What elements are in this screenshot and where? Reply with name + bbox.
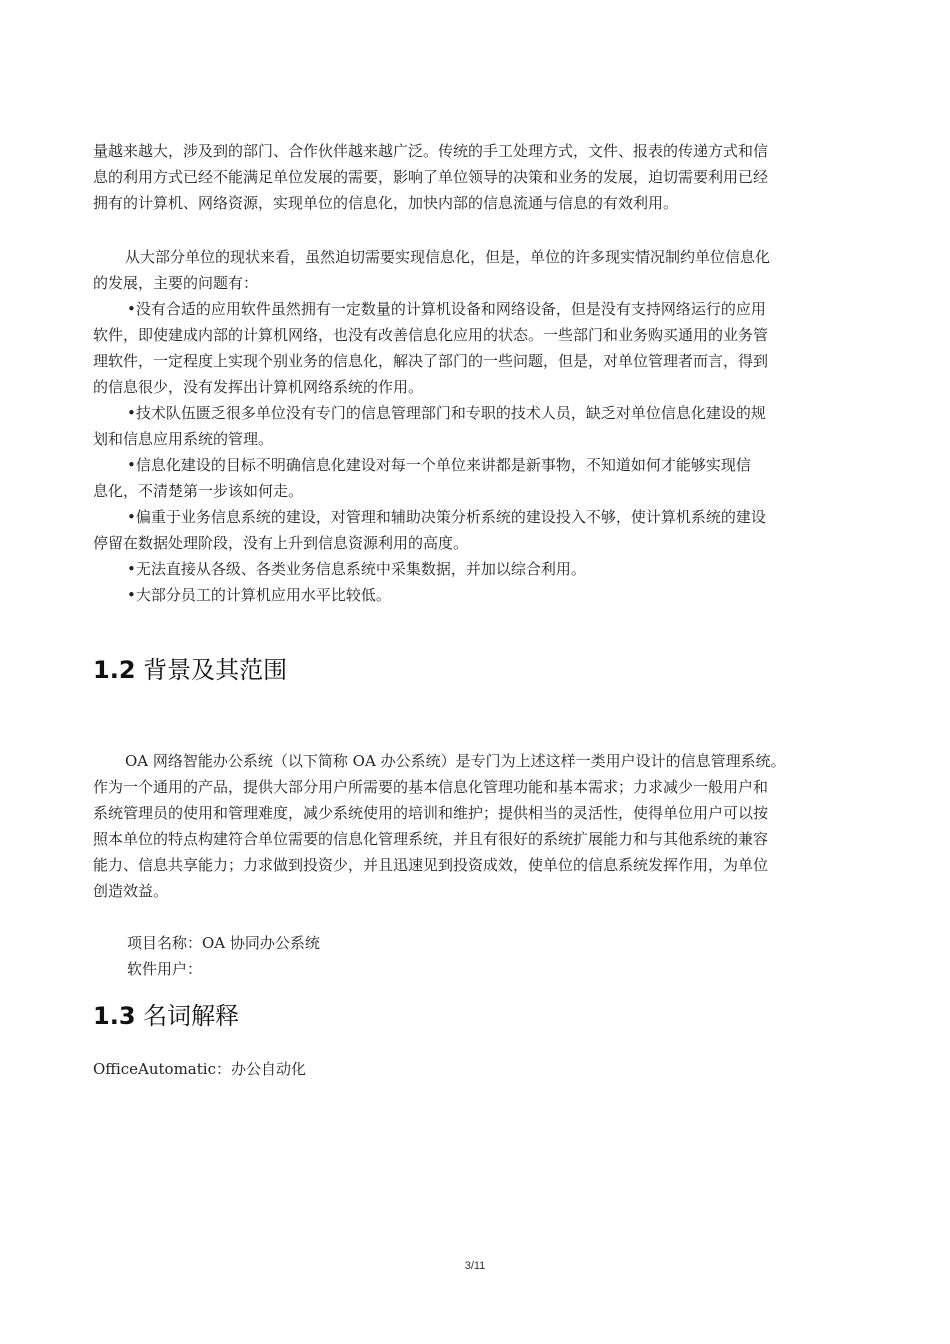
text-line: 量越来越大，涉及到的部门、合作伙伴越来越广泛。传统的手工处理方式，文件、报表的传递方式和信 (93, 142, 769, 160)
page-number: 3/11 (464, 1260, 486, 1272)
section-title: 名词解释 (143, 1002, 240, 1030)
text-line: •大部分员工的计算机应用水平比较低。 (127, 586, 391, 604)
text-line: 拥有的计算机、网络资源，实现单位的信息化，加快内部的信息流通与信息的有效利用。 (93, 194, 679, 212)
text-line: 照本单位的特点构建符合单位需要的信息化管理系统，并且有很好的系统扩展能力和与其他系统的兼容 (93, 830, 769, 848)
list-item (93, 452, 867, 504)
text-line: 作为一个通用的产品，提供大部分用户所需要的基本信息化管理功能和基本需求；力求减少一般用户和 (93, 778, 769, 796)
background-paragraph (93, 748, 867, 904)
text-line: 软件，即使建成内部的计算机网络，也没有改善信息化应用的状态。一些部门和业务购买通用的业务管 (93, 326, 769, 344)
project-name: 项目名称：OA 协同办公系统 (127, 934, 320, 952)
list-item (93, 504, 867, 556)
text-line: 划和信息应用系统的管理。 (93, 430, 274, 448)
list-item (93, 582, 867, 608)
text-line: OA 网络智能办公系统（以下简称 OA 办公系统）是专门为上述这样一类用户设计的信息管理系统。 (125, 752, 786, 770)
text-line: •信息化建设的目标不明确信息化建设对每一个单位来讲都是新事物，不知道如何才能够实现信 (127, 456, 751, 474)
text-line: 息化，不清楚第一步该如何走。 (93, 482, 304, 500)
list-item (93, 296, 867, 400)
section-heading-1-2 (93, 654, 867, 686)
text-line: 理软件，一定程度上实现个别业务的信息化，解决了部门的一些问题，但是，对单位管理者而言，得到 (93, 352, 769, 370)
text-line: 的发展，主要的问题有： (93, 274, 259, 292)
text-line: 创造效益。 (93, 882, 169, 900)
section-number: 1.2 (93, 656, 136, 684)
text-line: •技术队伍匮乏很多单位没有专门的信息管理部门和专职的技术人员，缺乏对单位信息化建设的规 (127, 404, 766, 422)
section-title: 背景及其范围 (143, 656, 288, 684)
section-number: 1.3 (93, 1002, 136, 1030)
bullet-list (93, 296, 867, 608)
term-definition: OfficeAutomatic：办公自动化 (93, 1060, 306, 1078)
text-line: •无法直接从各级、各类业务信息系统中采集数据，并加以综合利用。 (127, 560, 586, 578)
text-line: 从大部分单位的现状来看，虽然迫切需要实现信息化，但是，单位的许多现实情况制约单位信息化 (125, 248, 771, 266)
section-heading-1-3 (93, 1000, 867, 1032)
problems-intro-paragraph (93, 244, 867, 296)
text-line: •没有合适的应用软件虽然拥有一定数量的计算机设备和网络设备，但是没有支持网络运行的应用 (127, 300, 766, 318)
text-line: •偏重于业务信息系统的建设，对管理和辅助决策分析系统的建设投入不够，使计算机系统的建设 (127, 508, 766, 526)
text-line: 停留在数据处理阶段，没有上升到信息资源利用的高度。 (93, 534, 469, 552)
software-users: 软件用户： (127, 960, 203, 978)
text-line: 息的利用方式已经不能满足单位发展的需要，影响了单位领导的决策和业务的发展，迫切需要利用已经 (93, 168, 769, 186)
intro-paragraph (93, 138, 867, 216)
text-line: 的信息很少，没有发挥出计算机网络系统的作用。 (93, 378, 424, 396)
list-item (93, 556, 867, 582)
text-line: 能力、信息共享能力；力求做到投资少，并且迅速见到投资成效，使单位的信息系统发挥作用，为单位 (93, 856, 769, 874)
page-content (93, 138, 867, 1082)
list-item (93, 400, 867, 452)
text-line: 系统管理员的使用和管理难度，减少系统使用的培训和维护；提供相当的灵活性，使得单位用户可以按 (93, 804, 769, 822)
